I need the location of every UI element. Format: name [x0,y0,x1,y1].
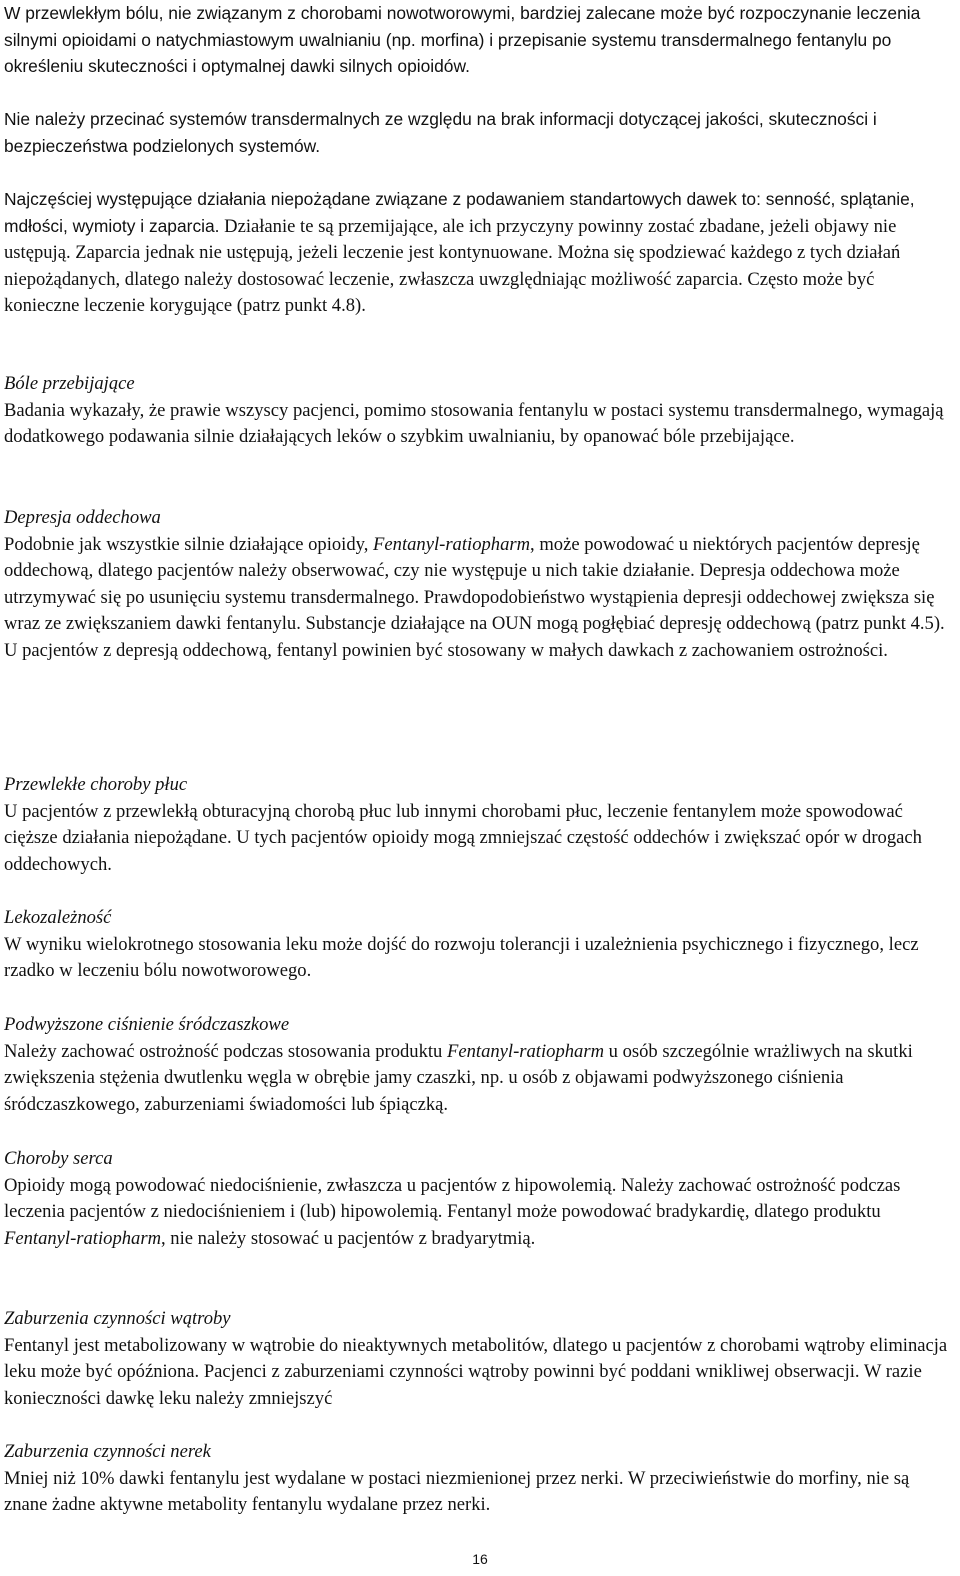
section-heading: Zaburzenia czynności nerek [4,1441,211,1462]
section-dependence [4,905,954,985]
section-body-text: Podobnie jak wszystkie silnie działające opioidy, [4,533,374,555]
intro-paragraph: W przewlekłym bólu, nie związanym z chorobami nowotworowymi, bardziej zalecane może być rozpoczynanie leczenia silnymi opioidami o natychmiastowym uwalnianiu (np. morfina) i przepisanie systemu transdermalnego fentanylu po określeniu skuteczności i optymalnej dawki silnych opioidów. [4,3,921,77]
section-body [4,1039,954,1119]
section-heading: Podwyższone ciśnienie śródczaszkowe [4,1014,290,1035]
section-intracranial-pressure [4,1012,954,1118]
section-body: W wyniku wielokrotnego stosowania leku może dojść do rozwoju tolerancji i uzależnienia psychicznego i fizycznego, lecz rzadko w leczeniu bólu nowotworowego. [4,933,919,982]
adverse-effects-lead: Najczęściej występujące działania niepożądane związane z podawaniem standartowych dawek to: senność, splątanie, mdłości, wymioty i zaparcia. [4,189,915,236]
product-name: Fentanyl-ratiopharm [373,533,531,555]
section-body [4,532,954,638]
section-body-2: U pacjentów z depresją oddechową, fentanyl powinien być stosowany w małych dawkach z zachowaniem ostrożności. [4,639,888,661]
adverse-effects-paragraph [4,186,954,320]
cutting-warning-paragraph: Nie należy przecinać systemów transdermalnych ze względu na brak informacji dotyczącej jakości, skuteczności i bezpieczeństwa podzielonych systemów. [4,109,877,156]
section-body-text: u osób szczególnie wrażliwych na skutki zwiększenia stężenia dwutlenku węgla w obrębie jamy czaszki, np. u osób z objawami podwyższonego ciśnienia śródczaszkowego, zaburzeniami świadomości lub śpiączką. [4,1040,913,1115]
section-body-text: , może powodować u niektórych pacjentów depresję oddechową, dlatego pacjentów należy obserwować, czy nie występuje u nich takie działanie. Depresja oddechowa może utrzymywać się po usunięciu systemu transdermalnego. Prawdopodobieństwo wystąpienia depresji oddechowej zwiększa się wraz ze zwiększaniem dawki fentanylu. Substancje działające na OUN mogą pogłębiać depresję oddechową (patrz punkt 4.5). [4,533,945,635]
section-heading: Przewlekłe choroby płuc [4,774,188,795]
section-body: Fentanyl jest metabolizowany w wątrobie do nieaktywnych metabolitów, dlatego u pacjentów z chorobami wątroby eliminacja leku może być opóźniona. Pacjenci z zaburzeniami czynności wątroby powinni być poddani wnikliwej obserwacji. W razie konieczności dawkę leku należy zmniejszyć [4,1334,948,1409]
page-number: 16 [472,1551,488,1567]
section-heart-disease [4,1146,954,1252]
section-body-text: Należy zachować ostrożność podczas stosowania produktu [4,1040,447,1062]
section-body-text: , nie należy stosować u pacjentów z bradyarytmią. [161,1227,536,1249]
section-body: Mniej niż 10% dawki fentanylu jest wydalane w postaci niezmienionej przez nerki. W przeciwieństwie do morfiny, nie są znane żadne aktywne metabolity fentanylu wydalane przez nerki. [4,1467,910,1516]
section-kidney-impairment [4,1439,954,1519]
section-heading: Choroby serca [4,1148,113,1169]
section-chronic-lung-disease [4,772,954,878]
section-heading: Zaburzenia czynności wątroby [4,1308,231,1329]
section-heading: Lekozależność [4,907,112,928]
product-name: Fentanyl-ratiopharm [447,1040,604,1062]
section-liver-impairment [4,1306,954,1412]
adverse-effects-rest: Działanie te są przemijające, ale ich przyczyny powinny zostać zbadane, jeżeli objawy nie ustępują. Zaparcia jednak nie ustępują, jeżeli leczenie jest kontynuowane. Można się spodziewać każdego z tych działań niepożądanych, dlatego należy dostosować leczenie, zwłaszcza uwzględniając możliwość zaparcia. Często może być konieczne leczenie korygujące (patrz punkt 4.8). [4,215,901,317]
section-heading: Depresja oddechowa [4,507,161,528]
section-body-text: Opioidy mogą powodować niedociśnienie, zwłaszcza u pacjentów z hipowolemią. Należy zachować ostrożność podczas leczenia pacjentów z niedociśnieniem i (lub) hipowolemią. Fentanyl może powodować bradykardię, dlatego produktu [4,1174,901,1223]
section-body: U pacjentów z przewlekłą obturacyjną chorobą płuc lub innymi chorobami płuc, leczenie fentanylem może spowodować cięższe działania niepożądane. U tych pacjentów opioidy mogą zmniejszać częstość oddechów i zwiększać opór w drogach oddechowych. [4,800,922,875]
section-respiratory-depression [4,505,954,665]
section-body: Badania wykazały, że prawie wszyscy pacjenci, pomimo stosowania fentanylu w postaci systemu transdermalnego, wymagają dodatkowego podawania silnie działających leków o szybkim uwalnianiu, by opanować bóle przebijające. [4,399,944,448]
section-body [4,1173,954,1253]
section-heading: Bóle przebijające [4,373,135,394]
section-breakthrough-pain [4,371,954,451]
product-name: Fentanyl-ratiopharm [4,1227,161,1249]
